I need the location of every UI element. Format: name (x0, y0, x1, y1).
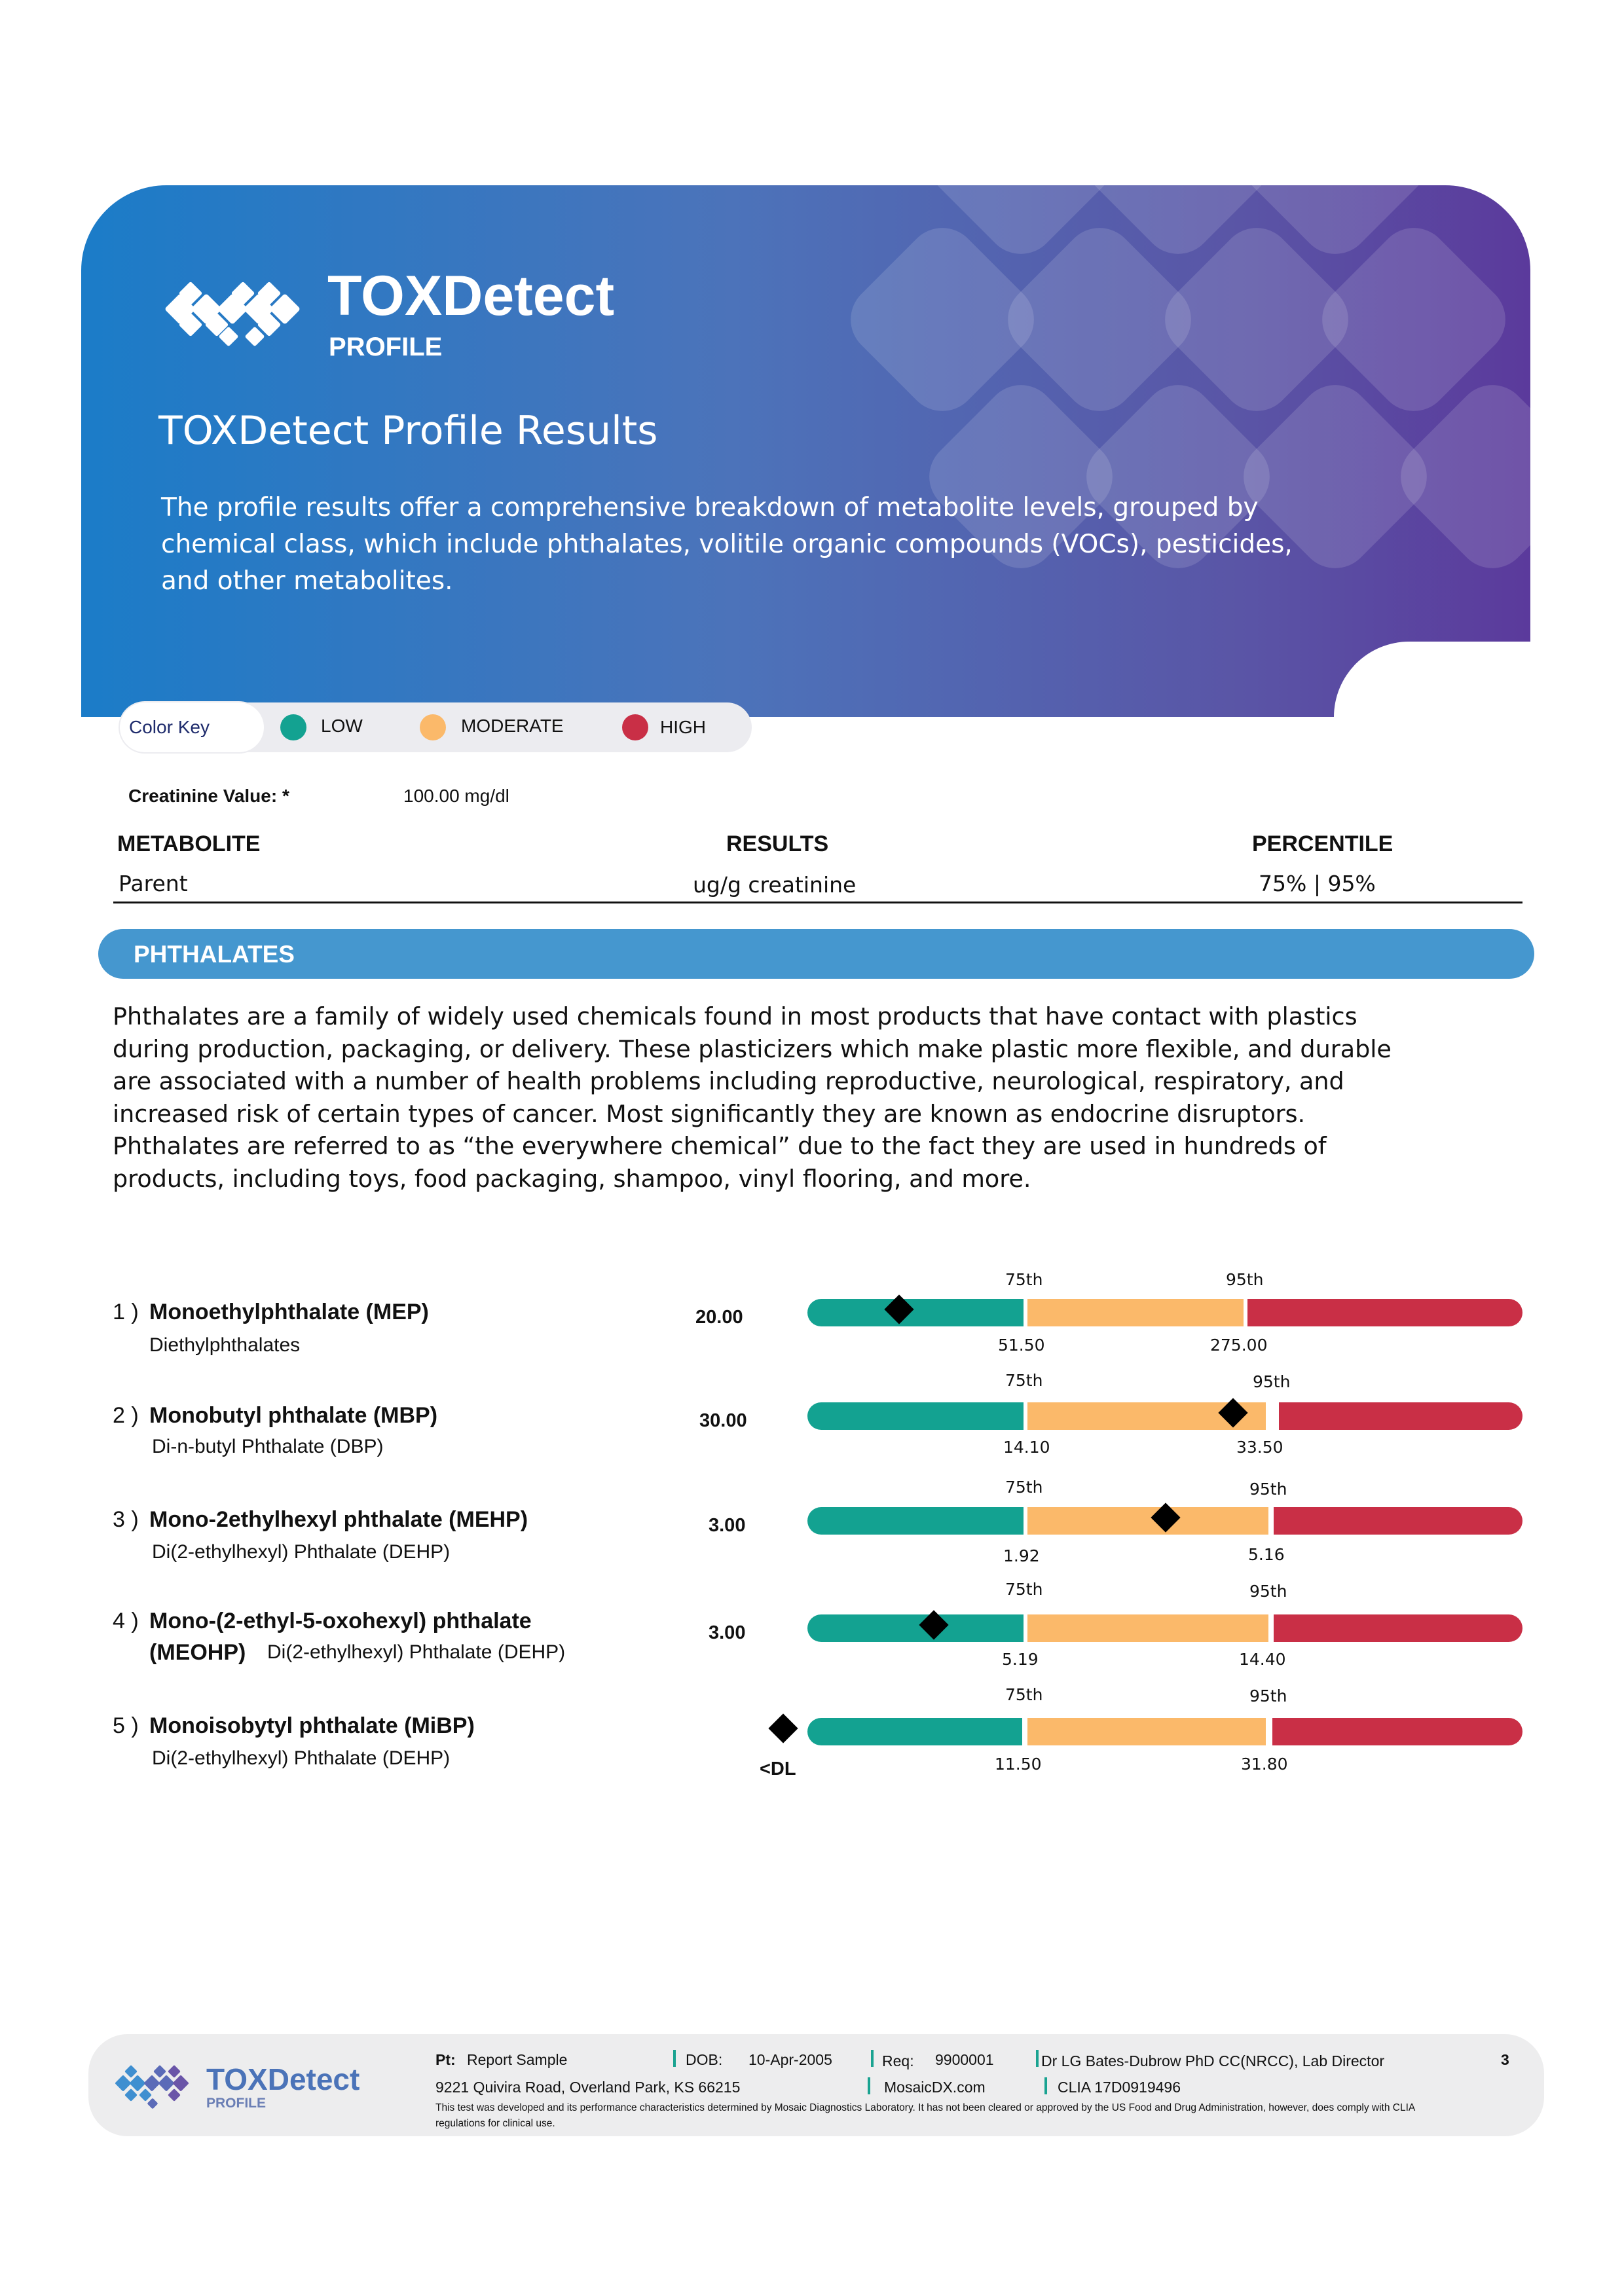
column-parent: Parent (119, 871, 188, 896)
percentile-bar (807, 1718, 1522, 1745)
metabolite-name: Monobutyl phthalate (MBP) (149, 1403, 438, 1428)
color-key (120, 702, 752, 752)
metabolite-number: 5 ) (113, 1713, 139, 1738)
footer-separator (871, 2050, 874, 2067)
metabolite-name-abbrev: (MEOHP) (149, 1640, 246, 1665)
header-description (161, 490, 1293, 600)
section-desc-line: are associated with a number of health problems including reproductive, neurological, respiratory, and (113, 1067, 1344, 1095)
result-marker-icon (768, 1713, 798, 1743)
p75-value: 1.92 (1003, 1546, 1040, 1565)
section-title: PHTHALATES (134, 941, 295, 968)
metabolite-number: 1 ) (113, 1300, 139, 1324)
creatinine-label: Creatinine Value: * (128, 786, 289, 806)
header-desc-line: The profile results offer a comprehensive breakdown of metabolite levels, grouped by (161, 493, 1259, 522)
percentile-bar (807, 1402, 1522, 1430)
section-desc-line: increased risk of certain types of cancer. Most significantly they are known as endocrine disruptors. (113, 1099, 1306, 1128)
footer-separator (868, 2077, 870, 2094)
p95-label: 95th (1249, 1480, 1287, 1499)
high-segment (1279, 1402, 1522, 1430)
page-number: 3 (1501, 2051, 1509, 2068)
section-bar-phthalates (98, 929, 1534, 979)
low-segment (807, 1507, 1024, 1535)
metabolite-result: 3.00 (709, 1515, 746, 1536)
moderate-segment (1027, 1507, 1268, 1535)
footer-dob-label: DOB: (686, 2051, 723, 2068)
metabolite-name: Mono-2ethylhexyl phthalate (MEHP) (149, 1507, 528, 1532)
color-key-low: LOW (321, 716, 363, 736)
p95-label: 95th (1249, 1686, 1287, 1705)
p75-value: 14.10 (1003, 1438, 1050, 1457)
toxdetect-logo-icon (156, 272, 313, 363)
section-desc-line: Phthalates are a family of widely used chemicals found in most products that have contact with plastics (113, 1002, 1357, 1030)
moderate-segment (1027, 1614, 1268, 1642)
p75-value: 5.19 (1002, 1650, 1039, 1669)
header-banner (81, 185, 1530, 717)
low-segment (807, 1402, 1024, 1430)
footer-separator (1044, 2077, 1047, 2094)
metabolite-parent: Di-n-butyl Phthalate (DBP) (152, 1436, 384, 1457)
metabolite-number: 3 ) (113, 1507, 139, 1532)
percentile-bar (807, 1299, 1522, 1326)
color-key-high: HIGH (660, 717, 706, 737)
p75-label: 75th (1005, 1580, 1043, 1599)
metabolite-name: Mono-(2-ethyl-5-oxohexyl) phthalate (149, 1609, 532, 1633)
column-percentiles: 75% | 95% (1259, 871, 1376, 896)
metabolite-result: 20.00 (695, 1307, 743, 1328)
column-units: ug/g creatinine (693, 872, 857, 898)
p75-value: 11.50 (995, 1755, 1042, 1774)
creatinine-value: 100.00 mg/dl (403, 786, 509, 806)
footer-req-label: Req: (882, 2052, 914, 2069)
p95-value: 31.80 (1241, 1755, 1288, 1774)
low-dot-icon (280, 714, 306, 740)
high-segment (1274, 1507, 1522, 1535)
column-metabolite: METABOLITE (117, 831, 261, 856)
section-desc-line: Phthalates are referred to as “the everywhere chemical” due to the fact they are used in hundreds of (113, 1132, 1327, 1160)
footer-disclaimer-cont: regulations for clinical use. (435, 2118, 555, 2129)
section-description (113, 1000, 1392, 1195)
metabolite-result: <DL (760, 1758, 796, 1779)
brand-name: TOXDetect (327, 264, 615, 327)
p75-value: 51.50 (998, 1336, 1045, 1355)
moderate-segment (1027, 1718, 1266, 1745)
metabolite-name: Monoisobytyl phthalate (MiBP) (149, 1713, 475, 1738)
p75-label: 75th (1005, 1685, 1043, 1704)
high-dot-icon (622, 714, 648, 740)
footer-logo-icon (112, 2062, 197, 2111)
section-desc-line: during production, packaging, or delivery. These plasticizers which make plastic more flexible, and durable (113, 1034, 1392, 1063)
page-title: TOXDetect Profile Results (158, 408, 658, 454)
column-percentile: PERCENTILE (1252, 831, 1393, 856)
p95-value: 275.00 (1210, 1336, 1268, 1355)
moderate-segment (1027, 1299, 1244, 1326)
low-segment (807, 1299, 1024, 1326)
p95-label: 95th (1253, 1372, 1291, 1391)
footer-disclaimer: This test was developed and its performance characteristics determined by Mosaic Diagnostics Laboratory. It has not been cleared or approved by the US Food and Drug Administration, however, does comply with CLIA (435, 2102, 1416, 2113)
footer-brand-sub: PROFILE (206, 2096, 267, 2111)
low-segment (807, 1718, 1022, 1745)
footer-address: 9221 Quivira Road, Overland Park, KS 66215 (435, 2079, 741, 2096)
footer-req-value: 9900001 (935, 2051, 994, 2068)
p95-label: 95th (1249, 1582, 1287, 1601)
metabolite-number: 4 ) (113, 1609, 139, 1633)
p95-label: 95th (1226, 1270, 1264, 1289)
metabolite-parent: Di(2-ethylhexyl) Phthalate (DEHP) (152, 1747, 451, 1769)
footer-separator (1036, 2050, 1039, 2067)
metabolite-result: 3.00 (709, 1622, 746, 1643)
column-results: RESULTS (726, 831, 829, 856)
high-segment (1247, 1299, 1522, 1326)
footer-separator (673, 2050, 676, 2067)
brand-sub: PROFILE (329, 333, 443, 361)
metabolite-parent: Di(2-ethylhexyl) Phthalate (DEHP) (152, 1541, 451, 1563)
header-desc-line: and other metabolites. (161, 566, 453, 596)
metabolite-parent: Diethylphthalates (149, 1334, 301, 1356)
color-key-label-pill (120, 702, 264, 752)
high-segment (1272, 1718, 1522, 1745)
percentile-bar (807, 1614, 1522, 1642)
moderate-dot-icon (420, 714, 446, 740)
header-divider (113, 902, 1522, 903)
section-desc-line: products, including toys, food packaging, shampoo, vinyl flooring, and more. (113, 1164, 1031, 1193)
footer (88, 2034, 1544, 2136)
p75-label: 75th (1005, 1478, 1043, 1497)
p95-value: 33.50 (1236, 1438, 1283, 1457)
high-segment (1274, 1614, 1522, 1642)
color-key-label: Color Key (129, 717, 210, 737)
metabolite-number: 2 ) (113, 1403, 139, 1428)
footer-website: MosaicDX.com (884, 2079, 986, 2096)
p75-label: 75th (1005, 1270, 1043, 1289)
footer-clia: CLIA 17D0919496 (1058, 2079, 1181, 2096)
metabolite-name: Monoethylphthalate (MEP) (149, 1300, 429, 1324)
footer-director: Dr LG Bates-Dubrow PhD CC(NRCC), Lab Director (1041, 2052, 1385, 2069)
p95-value: 14.40 (1239, 1650, 1286, 1669)
footer-pt-label: Pt: (435, 2051, 456, 2068)
footer-brand-name: TOXDetect (206, 2062, 360, 2096)
p75-label: 75th (1005, 1371, 1043, 1390)
header-desc-line: chemical class, which include phthalates, volitile organic compounds (VOCs), pesticides, (161, 530, 1293, 559)
p95-value: 5.16 (1248, 1545, 1285, 1564)
footer-dob-value: 10-Apr-2005 (748, 2051, 832, 2068)
footer-pt-value: Report Sample (467, 2051, 568, 2068)
low-segment (807, 1614, 1024, 1642)
color-key-moderate: MODERATE (461, 716, 564, 736)
metabolite-parent: Di(2-ethylhexyl) Phthalate (DEHP) (267, 1641, 566, 1663)
metabolite-result: 30.00 (699, 1410, 747, 1431)
